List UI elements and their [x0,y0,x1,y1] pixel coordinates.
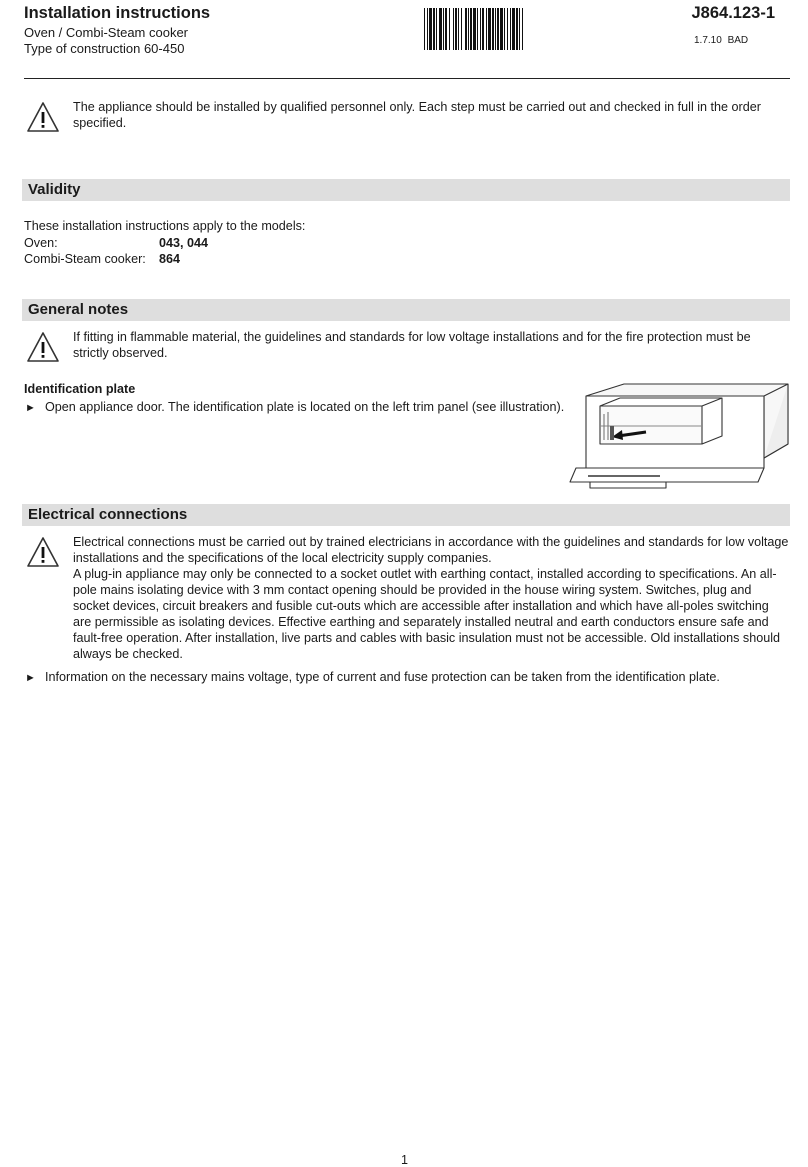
identification-plate-heading: Identification plate [24,382,136,396]
document-subtitle-appliance: Oven / Combi-Steam cooker [24,25,189,40]
warning-triangle-icon [26,536,60,568]
model-label-oven: Oven: [24,236,58,250]
validity-intro-text: These installation instructions apply to the models: [24,219,306,233]
warning-triangle-icon [26,101,60,133]
document-number: J864.123-1 [691,4,775,22]
electrical-step: Information on the necessary mains voltage, type of current and fuse protection can be taken from the identification plate. [45,670,720,684]
oven-illustration [568,382,790,496]
general-notes-warning-text: If fitting in flammable material, the guidelines and standards for low voltage installations and for the fire protection must be strictly observed. [73,330,751,360]
section-heading-electrical-label: Electrical connections [28,506,188,523]
document-date: 1.7.10 BAD [694,35,749,46]
electrical-warning-text-1: Electrical connections must be carried out by trained electricians in accordance with the guidelines and standards for low voltage installations and the specifications of the local electricity supply companies. [73,535,789,565]
barcode-graphic [424,8,612,50]
section-heading-validity-label: Validity [28,181,81,198]
section-heading-validity [22,179,790,201]
electrical-warning-text-2: A plug-in appliance may only be connected to a socket outlet with earthing contact, installed according to specifications. An all-pole mains isolating device with 3 mm contact opening should be provided in the house wiring system. Switches, plug and socket devices, circuit breakers and fusible cut-outs which are accessible after installation and which have all-poles switching are permissible as isolating devices. Effective earthing and separately installed neutral and earth conductors ensure safe and fault-free operation. After installation, live parts and cables with basic insulation must not be accessible. Old installations should always be checked. [73,567,781,661]
identification-plate-step: Open appliance door. The identification plate is located on the left trim panel (see illustration). [45,400,565,414]
document-subtitle-construction: Type of construction 60-450 [24,41,185,56]
intro-warning-text: The appliance should be installed by qualified personnel only. Each step must be carried out and checked in full in the order specified. [73,100,761,130]
section-heading-general-notes [22,299,790,321]
right-pointer-icon: ► [25,402,36,414]
model-value-combi-steam: 864 [159,252,181,266]
section-heading-general-notes-label: General notes [28,301,129,318]
warning-triangle-icon [26,331,60,363]
model-value-oven: 043, 044 [159,236,209,250]
section-heading-electrical [22,504,790,526]
document-title: Installation instructions [24,4,211,22]
header-divider [24,78,790,79]
model-label-combi-steam: Combi-Steam cooker: [24,252,146,266]
right-pointer-icon: ► [25,672,36,684]
page-number: 1 [401,1153,409,1167]
